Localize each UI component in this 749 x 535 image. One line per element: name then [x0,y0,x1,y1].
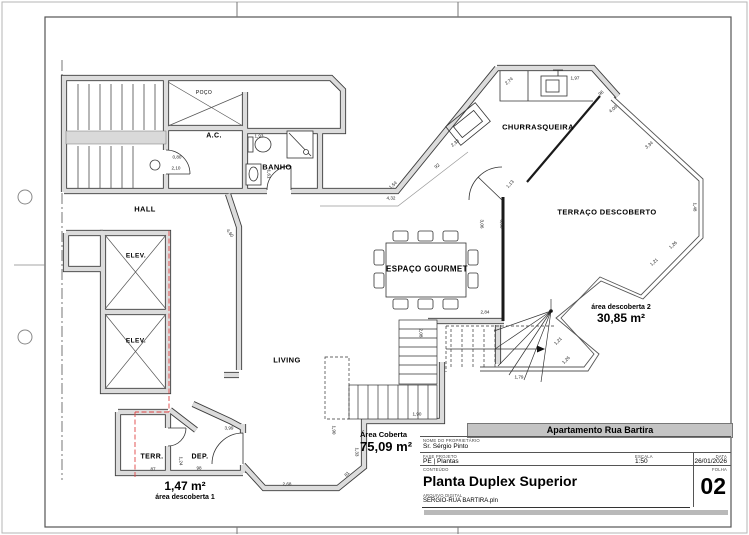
dimension-label: 3,33 [499,219,505,229]
title-block-band [424,510,728,515]
dimension-label: 1,97 [570,75,580,81]
scale-value: 1:50 [635,458,648,465]
dimension-label: 87 [150,466,156,472]
date-value: 26/01/2026 [694,458,727,465]
title-block [420,423,731,526]
room-label-elev: ELEV. [125,252,147,260]
room-label-living: LIVING [273,355,301,365]
dimension-label: 1,21 [649,257,659,267]
area-descoberta-2-line: 30,85 m² [596,311,646,326]
area-descoberta-1-line: área descoberta 1 [155,493,215,501]
sheet-label: FOLHA [712,467,727,472]
dimension-label: 1,26 [561,355,571,365]
phase-value: PE | Plantas [423,458,459,465]
dimension-label: 1,24 [178,456,184,466]
area-descoberta-2 [591,304,651,326]
dimension-label: 4,60 [225,227,235,239]
dimension-label: 1,26 [668,240,678,250]
dimension-label: 2,74 [503,76,515,86]
dimension-label: 2,08 [418,328,424,338]
dimension-label: 3,34 [643,140,655,150]
file-label: ARQUIVO DIGITAL [423,493,463,498]
room-label-hall: HALL [134,204,156,214]
project-title: Apartamento Rua Bartira [467,423,733,438]
dimension-label: 2,33 [449,138,461,148]
owner-name: Sr. Sérgio Pinto [423,443,469,450]
drawing-title: Planta Duplex Superior [423,473,578,489]
room-label-elev: ELEV. [125,337,147,345]
dimension-label: 98 [196,465,202,471]
file-name: SERGIO-RUA BARTIRA.pln [423,498,498,504]
sheet-number: 02 [700,473,726,499]
dimension-label: 2,68 [282,481,292,487]
dimension-label: 1,54 [387,180,399,190]
room-label-po-o: POÇO [195,90,213,96]
room-label-dep: DEP. [191,453,209,461]
room-label-terr: TERR. [140,453,164,461]
dimension-label: 1,79 [514,374,524,380]
dimension-label: 1,21 [553,336,563,346]
dimension-label: 1,93 [254,133,264,139]
area-coberta-line: 75,09 m² [360,438,413,454]
dimension-label: 3,99 [224,425,234,431]
dimension-label: 1,48 [692,202,698,212]
dimension-label: 2,10 [171,165,181,171]
area-descoberta-1-line: 1,47 m² [164,479,206,493]
dimension-label: 1,90 [412,411,422,417]
dimension-label: 81 [343,470,351,478]
dimension-label: 1,61 [266,169,272,179]
dimension-label: 0,80 [172,154,182,160]
area-coberta-line: Área Coberta [360,430,408,439]
scale-label: ESCALA [635,454,653,459]
dimension-label: 4,32 [386,195,396,201]
dimension-label: 2,84 [480,309,490,315]
dimension-label: 1,90 [331,425,337,435]
area-coberta [360,431,412,455]
dimension-label: 92 [433,162,441,170]
content-label: CONTEÚDO [423,467,449,472]
dimension-label: 96 [597,89,605,97]
date-label: DATA [715,454,727,459]
room-label-a-c: A.C. [206,132,222,140]
dimension-label: 4,09 [607,104,619,114]
area-descoberta-1 [155,480,215,502]
owner-label: NOME DO PROPRIETÁRIO [423,438,480,443]
room-label-banho: BANHO [262,162,292,172]
room-label-espa-o-gourmet: ESPAÇO GOURMET [386,264,468,274]
dimension-label: 3,06 [479,219,485,229]
dimension-label: 1,13 [505,179,515,189]
room-label-churrasqueira: CHURRASQUEIRA [502,122,574,132]
room-label-terra-o-descoberto: TERRAÇO DESCOBERTO [557,207,657,217]
area-descoberta-2-line: área descoberta 2 [591,304,651,311]
dimension-label: 1,33 [354,447,360,457]
phase-label: FASE PROJETO [423,454,457,459]
